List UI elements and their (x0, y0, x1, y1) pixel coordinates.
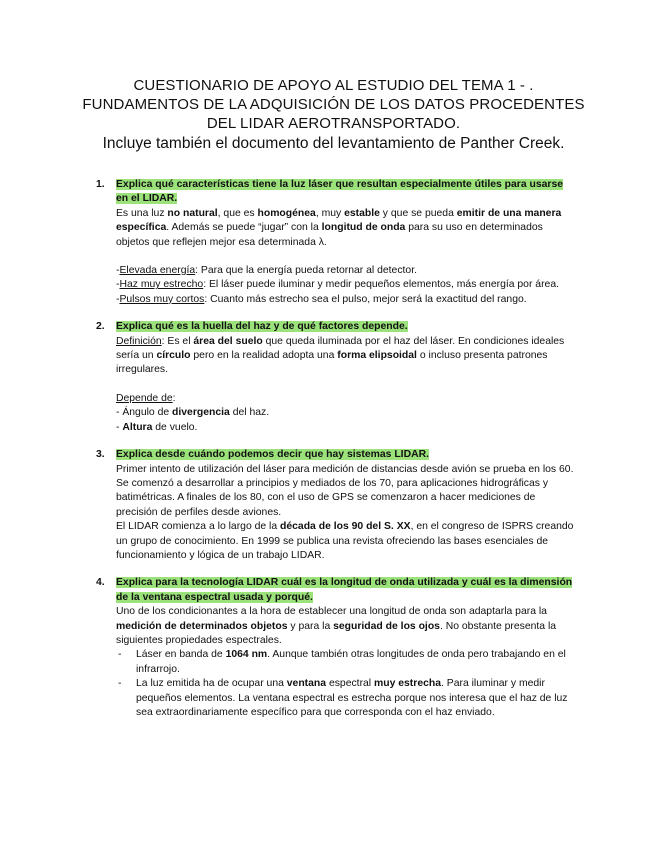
document-subtitle: Incluye también el documento del levantamiento de Panther Creek. (102, 135, 565, 152)
question-heading: Explica desde cuándo podemos decir que hay sistemas LIDAR. (116, 449, 429, 461)
list-item: - La luz emitida ha de ocupar una ventana espectral muy estrecha. Para iluminar y medir pequeños elementos. La ventana espectral es estrecha porque nos interesa que el haz de luz sea extraordinariamente específico para que corresponda con el haz enviado. (116, 677, 575, 720)
title-line-2: FUNDAMENTOS DE LA ADQUISICIÓN DE LOS DATOS PROCEDENTES (82, 96, 585, 113)
question-number: 2. (96, 321, 105, 333)
question-number: 4. (96, 577, 105, 589)
list-item: -Haz muy estrecho: El láser puede iluminar y medir pequeños elementos, más energía por área. (116, 279, 559, 291)
bullet-list (116, 648, 575, 720)
question-heading: Explica qué características tiene la luz láser que resultan especialmente útiles para usarse en el LIDAR. (116, 179, 564, 205)
title-line-1: CUESTIONARIO DE APOYO AL ESTUDIO DEL TEMA 1 - . (133, 77, 534, 94)
answer-paragraph: Uno de los condicionantes a la hora de establecer una longitud de onda son adaptarla para la medición de determinados objetos y para la seguridad de los ojos. No obstante presenta la siguientes propiedades espectrales. (116, 606, 557, 646)
list-item: -Pulsos muy cortos: Cuanto más estrecho sea el pulso, mejor será la exactitud del rango. (116, 293, 527, 305)
definition-paragraph: Definición: Es el área del suelo que queda iluminada por el haz del láser. En condiciones ideales sería un círculo pero en la realidad adopta una forma elipsoidal o incluso presenta patrones irregulares. (116, 335, 565, 376)
answer-paragraph: Primer intento de utilización del láser para medición de distancias desde avión se prueba en los 60. Se comenzó a desarrollar a principios y mediados de los 70, para aplicaciones hidrográficas y batimétricas. A finales de los 80, con el uso de GPS se comenzaron a hacer mediciones de precisión de perfiles desde aviones. (116, 463, 574, 518)
question-3 (96, 448, 575, 563)
question-heading: Explica qué es la huella del haz y de qué factores depende. (116, 321, 408, 333)
list-item: - Láser en banda de 1064 nm. Aunque también otras longitudes de onda pero trabajando en el infrarrojo. (116, 648, 575, 677)
question-number: 3. (96, 449, 105, 461)
title-line-3: DEL LIDAR AEROTRANSPORTADO. (206, 115, 461, 132)
question-2 (96, 320, 575, 435)
depends-label: Depende de: (116, 392, 176, 404)
question-list (96, 178, 575, 720)
question-heading: Explica para la tecnología LIDAR cuál es la longitud de onda utilizada y cuál es la dimensión de la ventana espectral usada y porqué. (116, 577, 573, 603)
answer-paragraph: El LIDAR comienza a lo largo de la década de los 90 del S. XX, en el congreso de ISPRS creando un grupo de conocimiento. En 1999 se publica una revista ofreciendo las bases esenciales de funcionamiento y lógica de un trabajo LIDAR. (116, 521, 574, 561)
list-item: -Elevada energía: Para que la energía pueda retornar al detector. (116, 265, 417, 277)
question-1 (96, 178, 575, 307)
document-title (76, 76, 591, 154)
list-item: - Altura de vuelo. (116, 421, 198, 433)
answer-paragraph: Es una luz no natural, que es homogénea, muy estable y que se pueda emitir de una manera específica. Además se puede “jugar” con la longitud de onda para su uso en determinados objetos que reflejen mejor esa determinada λ. (116, 207, 562, 248)
question-number: 1. (96, 179, 105, 190)
question-4 (96, 576, 575, 720)
list-item: - Ángulo de divergencia del haz. (116, 407, 270, 419)
